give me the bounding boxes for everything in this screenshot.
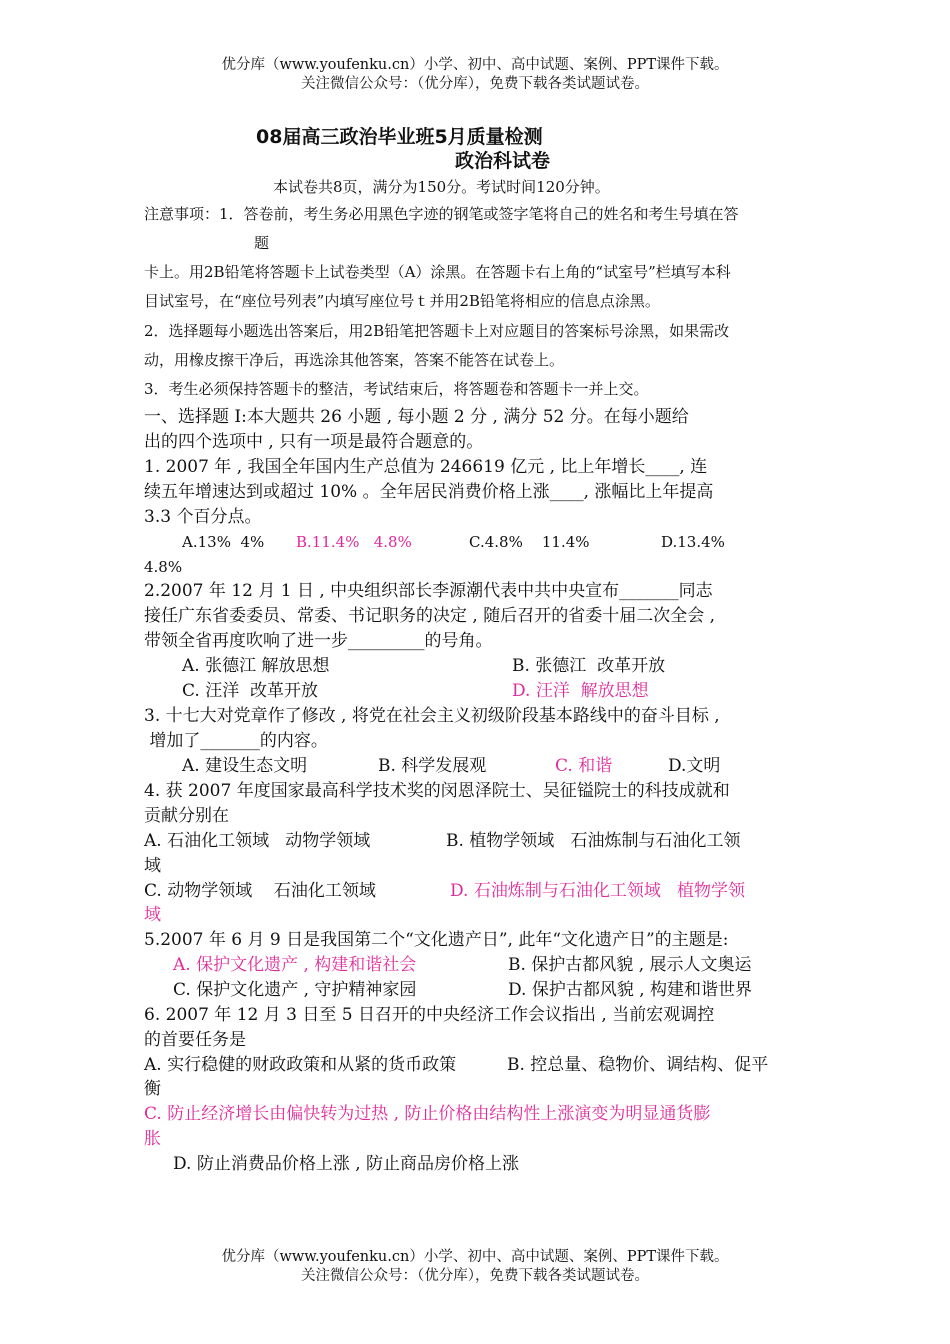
header-line-2: 关注微信公众号：（优分库），免费下载各类试题试卷。 (301, 76, 649, 92)
header-line-1: 优分库（www.youfenku.cn）小学、初中、高中试题、案例、PPT课件下载。 (221, 57, 729, 73)
note-1b: 题 (254, 234, 270, 252)
q3-stem-2: 增加了_______的内容。 (144, 731, 328, 751)
note-1d: 目试室号，在“座位号列表”内填写座位号ｔ并用2B铅笔将相应的信息点涂黑。 (144, 292, 660, 310)
q4-option-c: C. 动物学领域 石油化工领域 (144, 881, 376, 901)
q1-option-b: B.11.4% 4.8% (296, 533, 412, 551)
q6-option-c: C. 防止经济增长由偏快转为过热 , 防止价格由结构性上涨演变为明显通货膨 (144, 1104, 711, 1124)
q1-option-c: C.4.8% 11.4% (469, 533, 590, 551)
q1-stem-3: 3.3 个百分点。 (144, 507, 262, 527)
q6-option-c-cont: 胀 (144, 1129, 161, 1149)
q5-option-d: D. 保护古都风貌 , 构建和谐世界 (508, 980, 753, 1000)
q2-option-a: A. 张德江 解放思想 (182, 656, 330, 676)
q2-option-c: C. 汪洋 改革开放 (182, 681, 319, 701)
q3-stem-1: 3. 十七大对党章作了修改 , 将党在社会主义初级阶段基本路线中的奋斗目标 , (144, 706, 720, 726)
q2-stem-2: 接任广东省委委员、常委、书记职务的决定 , 随后召开的省委十届二次全会 , (144, 606, 716, 626)
note-1c: 卡上。用2B铅笔将答题卡上试卷类型（A）涂黑。在答题卡右上角的“试室号”栏填写本科 (144, 263, 731, 281)
q4-option-b-cont: 域 (144, 856, 161, 876)
note-2a: 2．选择题每小题选出答案后，用2B铅笔把答题卡上对应题目的答案标号涂黑，如果需改 (144, 322, 730, 340)
q5-stem-1: 5.2007 年 6 月 9 日是我国第二个“文化遗产日”, 此年“文化遗产日”的主题是: (144, 930, 729, 950)
q5-option-c: C. 保护文化遗产 , 守护精神家园 (173, 980, 417, 1000)
q6-option-a: A. 实行稳健的财政政策和从紧的货币政策 (144, 1055, 457, 1075)
exam-intro: 本试卷共8页，满分为150分。考试时间120分钟。 (273, 178, 610, 196)
q6-option-d: D. 防止消费品价格上涨 , 防止商品房价格上涨 (173, 1154, 520, 1174)
q2-stem-1: 2.2007 年 12 月 1 日 , 中央组织部长李源潮代表中共中央宣布_______同志 (144, 581, 713, 601)
q4-option-a: A. 石油化工领域 动物学领域 (144, 831, 371, 851)
q6-stem-1: 6. 2007 年 12 月 3 日至 5 日召开的中央经济工作会议指出 , 当前宏观调控 (144, 1005, 715, 1025)
q3-option-b: B. 科学发展观 (378, 756, 487, 776)
note-1a: 注意事项：1．答卷前，考生务必用黑色字迹的钢笔或签字笔将自己的姓名和考生号填在答 (144, 205, 739, 223)
q1-stem-2: 续五年增速达到或超过 10% 。全年居民消费价格上涨____, 涨幅比上年提高 (144, 482, 714, 502)
q1-option-d-cont: 4.8% (144, 558, 183, 576)
q2-option-b: B. 张德江 改革开放 (512, 656, 666, 676)
q6-option-b: B. 控总量、稳物价、调结构、促平 (507, 1055, 769, 1075)
section-line-1: 一、选择题 I:本大题共 26 小题 , 每小题 2 分 , 满分 52 分。在每小题给 (144, 407, 689, 427)
q6-option-b-cont: 衡 (144, 1079, 161, 1099)
section-line-2: 出的四个选项中 , 只有一项是最符合题意的。 (144, 432, 484, 452)
note-3: 3．考生必须保持答题卡的整洁，考试结束后，将答题卷和答题卡一并上交。 (144, 380, 649, 398)
q4-option-b: B. 植物学领域 石油炼制与石油化工领 (446, 831, 741, 851)
q5-option-b: B. 保护古都风貌 , 展示人文奥运 (508, 955, 752, 975)
q5-option-a: A. 保护文化遗产 , 构建和谐社会 (173, 955, 417, 975)
q6-stem-2: 的首要任务是 (144, 1030, 246, 1050)
exam-title: 08届高三政治毕业班5月质量检测 (256, 126, 543, 148)
q4-option-d-cont: 域 (144, 905, 161, 925)
footer-line-2: 关注微信公众号：（优分库），免费下载各类试题试卷。 (301, 1268, 649, 1284)
footer-line-1: 优分库（www.youfenku.cn）小学、初中、高中试题、案例、PPT课件下载。 (221, 1249, 729, 1265)
exam-subtitle: 政治科试卷 (455, 150, 551, 172)
q2-stem-3: 带领全省再度吹响了进一步_________的号角。 (144, 631, 493, 651)
q4-stem-1: 4. 获 2007 年度国家最高科学技术奖的闵恩泽院士、吴征镒院士的科技成就和 (144, 781, 730, 801)
q4-stem-2: 贡献分别在 (144, 806, 229, 826)
q4-option-d: D. 石油炼制与石油化工领域 植物学领 (450, 881, 746, 901)
q1-option-d: D.13.4% (661, 533, 725, 551)
q3-option-a: A. 建设生态文明 (182, 756, 308, 776)
note-2b: 动，用橡皮擦干净后，再选涂其他答案，答案不能答在试卷上。 (144, 351, 565, 369)
q1-option-a: A.13% 4% (182, 533, 265, 551)
q1-stem-1: 1. 2007 年 , 我国全年国内生产总值为 246619 亿元 , 比上年增长____, 连 (144, 457, 708, 477)
q2-option-d: D. 汪洋 解放思想 (512, 681, 649, 701)
q3-option-c: C. 和谐 (555, 756, 613, 776)
q3-option-d: D.文明 (668, 756, 721, 776)
